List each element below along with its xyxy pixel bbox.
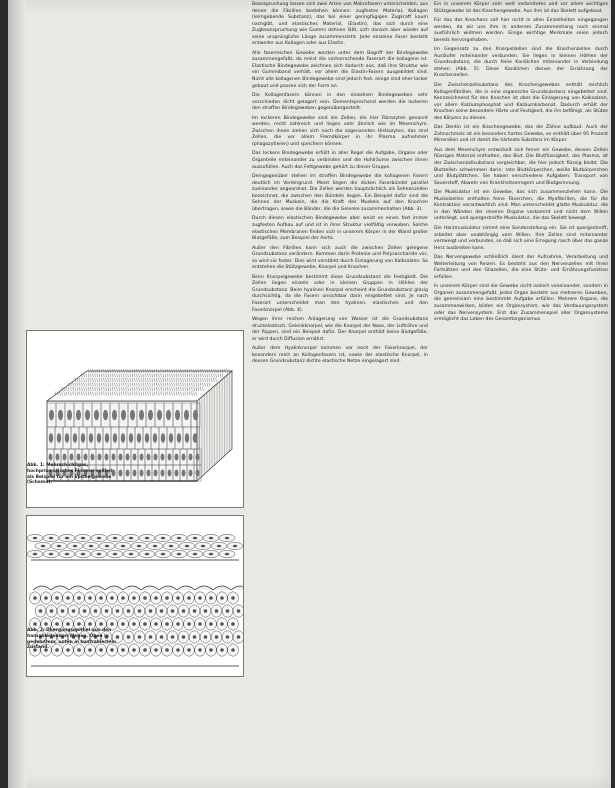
figure-2-title: Übergangsepithel aus den harnableitenden Wegen. Oben in gedehntem, unten in kontrahiertem Zustand. xyxy=(27,628,117,651)
column-2-paragraph: In unserem Körper sind die Gewebe nicht isoliert voneinander, sondern in Organen zusammengefaßt. Jedes Organ besteht aus mehreren Geweben, die gemeinsam eine bestimmte Aufgabe erfüllen. Mehrere Organe, die zusammenwirken, bilden ein Organsystem, wie das Verdauungssystem oder das Nervensystem. Erst das Zusammenspiel aller Organsysteme ermöglicht das Leben des Gesamtorganismus. xyxy=(434,284,608,323)
column-2-paragraph: Das Nervengewebe schließlich dient der Aufnahme, Verarbeitung und Weiterleitung von Reizen. Es besteht aus den Nervenzellen mit ihren Fortsätzen und den Gliazellen, die eine Stütz- und Ernährungsfunktion erfüllen. xyxy=(434,255,608,280)
figure-2-caption xyxy=(27,628,117,651)
column-1-paragraph: Durch diesen elastischen Bindegewebe aber weist es einen fast immer zugfesten Aufbau auf und ist in ihrer Struktur vielfältig verwoben. Solche elastischen Membranen finden sich in unserem Körper in der Wand großer Blutgefäße, zum Beispiel der Aorta. xyxy=(252,216,428,242)
column-2-paragraph: Die Zwischenzellsubstanz des Knochengewebes enthält reichlich Kollagenfibrillen, die in eine organische Grundsubstanz eingebettet sind. Kennzeichnend für den Knochen ist aber die Einlagerung von Kalksalzen, vor allem Kalziumphosphat und Kalziumkarbonat. Dadurch erhält der Knochen seine besondere Härte und Festigkeit, die ihn befähigt, als Stütze des Körpers zu dienen. xyxy=(434,83,608,121)
figure-2-label: Abb. 2: xyxy=(27,628,45,633)
column-2-paragraph: Aus dem Mesenchym entwickelt sich ferner ein Gewebe, dessen Zellen flüssiges Material enthalten, das Blut. Die Blutflüssigkeit, das Plasma, ist der Zwischenzellsubstanz vergleichbar, die hier jedoch flüssig bleibt. Die Blutzellen schwimmen darin: rote Blutkörperchen, weiße Blutkörperchen und Blutplättchen. Sie haben verschiedene Aufgaben: Transport von Sauerstoff, Abwehr von Krankheitserregern und Blutgerinnung. xyxy=(434,147,608,186)
column-2-paragraph: Die Muskulatur ist ein Gewebe, das sich zusammenziehen kann. Die Muskelzellen enthalten feine Fäserchen, die Myofibrillen, die für die Kontraktion verantwortlich sind. Man unterscheidet glatte Muskulatur, die in den Wänden der inneren Organe vorkommt und nicht dem Willen unterliegt, und quergestreifte Muskulatur, die das Skelett bewegt. xyxy=(434,190,608,222)
column-1-paragraph: Die Kollagenfasern können in den einzelnen Bindegeweben sehr verschieden dicht gelagert sein. Dementsprechend werden die lockeren den straffen Bindegeweben gegenübergestellt. xyxy=(252,93,428,112)
column-2-paragraph: Für das des Knochens soll hier nicht in allen Einzelheiten eingegangen werden, da wir uns ihm in anderem Zusammenhang noch einmal ausführlich widmen werden. Einige wichtige Merkmale seien jedoch bereits hervorgehoben. xyxy=(434,18,608,43)
text-column-2 xyxy=(434,2,608,327)
column-1-paragraph: Alle faserreichen Gewebe werden unter dem Begriff der Bindegewebe zusammengefaßt, da meist die vorherrschende Faserart die kollagene ist. Elastische Bindegewebe zeichnen sich dadurch aus, daß ihre Struktur wie ein Gummiband verhält, vor allem die Elastin-Fasern ausgebildet sind. Nicht alle kollagenen Bindegewebe sind jedoch fest, einige sind eher locker gebaut und passen sich der Form an. xyxy=(252,50,428,89)
column-2-paragraph: Die Herzmuskulatur nimmt eine Sonderstellung ein. Sie ist quergestreift, arbeitet aber unabhängig vom Willen. Ihre Zellen sind miteinander verzweigt und verbunden, so daß sich eine Erregung rasch über das ganze Herz ausbreiten kann. xyxy=(434,225,608,251)
column-2-paragraph: Das Dentin ist ein Knochengewebe, das die Zähne aufbaut. Auch der Zahnschmelz ist ein besonders hartes Gewebe, es enthält über 95 Prozent Mineralien und ist damit die härteste Substanz im Körper. xyxy=(434,125,608,144)
figure-1-title: Mehrschichtiges, hochprismatisches Flimmerepithel als Beispiel für ein Epithelgewebe (Schema). xyxy=(27,463,113,486)
column-1-paragraph: Demgegenüber stehen im straffen Bindegewebe die kollagenen Fasern deutlich im Vordergrund. Meist liegen die dicken Faserbündel parallel zueinander angeordnet. Die Zellen werden hauptsächlich als Sehnenzellen bezeichnet, die zwischen den Bündeln liegen. Ein Beispiel dafür sind die Sehnen der Muskeln, die die Kraft des Muskels auf den Knochen übertragen, sowie die Bänder, die die Gelenke zusammenhalten (Abb. 3). xyxy=(252,174,428,212)
book-page xyxy=(8,0,611,788)
figure-1-caption xyxy=(27,463,117,486)
column-1-paragraph: Das lockere Bindegewebe erfüllt in aller Regel die Aufgabe, Organe oder Organteile miteinander zu verbinden und die Hohlräume zwischen ihnen auszufüllen. Auch das Fettgewebe gehört zu dieser Gruppe. xyxy=(252,151,428,170)
column-1-paragraph: Wegen ihrer reichen Anlagerung von Wasser ist die Grundsubstanz druckelastisch. Gelenkknorpel, wie die Knorpel der Nase, der Luftröhre und der Rippen, sind ein Beispiel dafür. Der Knorpel enthält keine Blutgefäße, er wird durch Diffusion ernährt. xyxy=(252,317,428,342)
column-1-paragraph: Außer dem Hyalinknorpel kommen vor noch der Faserknorpel, der besonders reich an Kollagenfasern ist, sowie der elastische Knorpel, in dessen Grundsubstanz dichte elastische Netze eingelagert sind. xyxy=(252,346,428,365)
column-2-paragraph: Im Gegensatz zu den Knorpelzellen sind die Knochenzellen durch Ausläufer miteinander verbunden. Sie liegen in kleinen Höhlen der Grundsubstanz, die durch feine Kanälchen miteinander in Verbindung stehen (Abb. 5). Diese Kanälchen dienen der Ernährung der Knochenzellen. xyxy=(434,47,608,79)
column-2-paragraph: Ein in unserem Körper sehr weit verbreitetes und vor allem wichtiges Stützgewebe ist das Knochengewebe. Aus ihm ist das Skelett aufgebaut. xyxy=(434,2,608,14)
figure-2-transitional-epithelium xyxy=(26,515,244,677)
column-1-paragraph: Beim Knorpelgewebe bestimmt diese Grundsubstanz die Festigkeit. Die Zellen liegen einzeln oder in kleinen Gruppen in Höhlen der Grundsubstanz. Beim hyalinen Knorpel erscheint die Grundsubstanz glasig durchsichtig, da die Fasern unsichtbar darin eingebettet sind. Je nach Faserart unterscheidet man den hyalinen, elastischen und den Faserknorpel (Abb. 4). xyxy=(252,274,428,313)
column-1-paragraph: Im lockeren Bindegewebe sind die Zellen, die hier Fibrozyten genannt werden, recht zahlreich und liegen sehr ähnlich wie im Mesenchym. Zwischen ihnen ziehen sich noch die sogenannten Histiozyten, das sind Zellen, die vor allem Fremdkörper in ihr Plasma aufnehmen (phagozytieren) und speichern können. xyxy=(252,115,428,147)
page-binding-shadow xyxy=(8,0,26,788)
column-1-paragraph: Beanspruchung lassen sich zwei Arten von Makrofasern unterscheiden, aus denen die Fibrillen bestehen können: zugfestes Material, Kollagen (leimgebende Substanz), das bei einer geringfügigen Zugkraft kaum nachgibt, und elastisches Material, (Elastin), das sich durch eine Zugbeanspruchung wie Gummi dehnen läßt, sich danach aber wieder auf seine ursprüngliche Länge zusammenzieht. Jede einzelne Faser besteht entweder aus Kollagen oder aus Elastin. xyxy=(252,2,428,47)
text-column-1 xyxy=(252,2,428,369)
figure-1-label: Abb. 1: xyxy=(27,463,45,468)
transitional-epithelium-illustration xyxy=(27,516,243,676)
column-1-paragraph: Außer den Fibrillen kann sich auch die zwischen Zellen gelegene Grundsubstanz verändern. Kommen darin Proteine und Polysaccharide vor, so wird sie fester. Dies wird verstärkt durch Einlagerung von Kalksalzen. So entstehen die Stützgewebe, Knorpel und Knochen. xyxy=(252,245,428,271)
